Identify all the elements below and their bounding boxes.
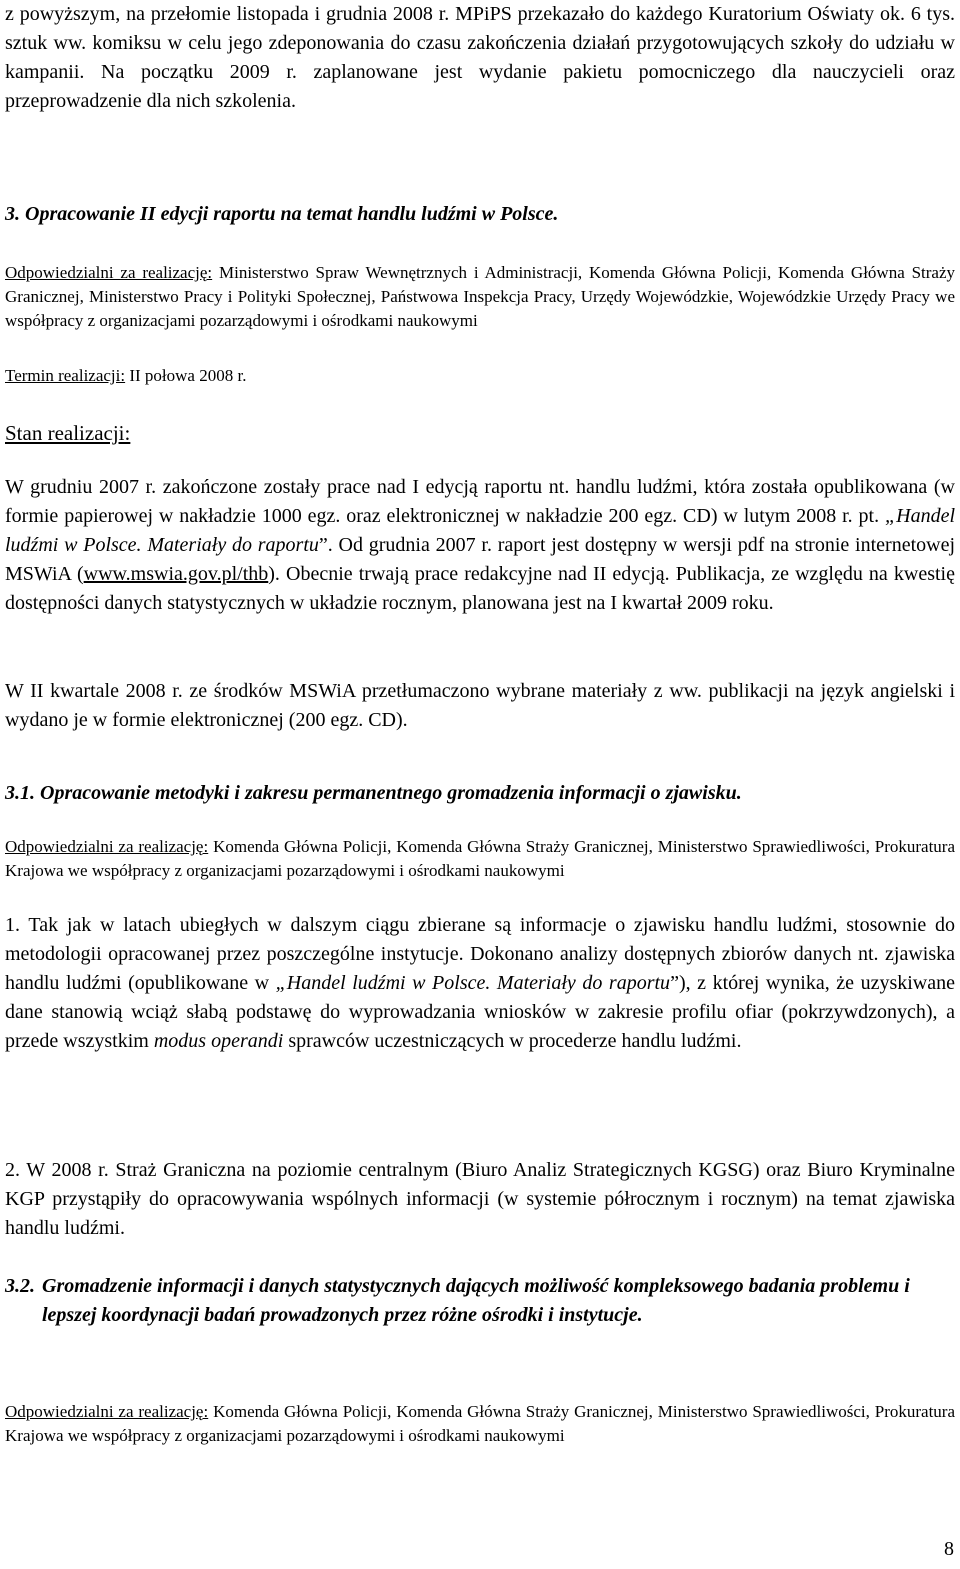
responsible-text: Ministerstwo Spraw Wewnętrznych i Administracji, Komenda Główna Policji, Komenda Główna Straży Granicznej, Ministerstwo Pracy i Polityki Społecznej, Państwowa Inspekcja Pracy, Urzędy Wojewódzkie, Wojewódzkie Urzędy Pracy we współpracy z organizacjami pozarządowymi i ośrodkami naukowymi <box>5 263 956 330</box>
page-number: 8 <box>944 1538 954 1560</box>
term-label: Termin realizacji: <box>5 366 126 385</box>
section-3-2-responsible <box>5 1400 955 1448</box>
section-3-1-point-2: 2. W 2008 r. Straż Graniczna na poziomie centralnym (Biuro Analiz Strategicznych KGSG) oraz Biuro Kryminalne KGP przystąpiły do opracowywania wspólnych informacji (w systemie półrocznym i rocznym) na temat zjawiska handlu ludźmi. <box>5 1159 955 1239</box>
section-3-2-heading <box>5 1272 955 1330</box>
responsible-label: Odpowiedzialni za realizację: <box>5 263 213 282</box>
modus-operandi: modus operandi <box>153 1030 284 1052</box>
section-3-translation-paragraph: W II kwartale 2008 r. ze środków MSWiA przetłumaczono wybrane materiały z ww. publikacji na język angielski i wydano je w formie elektronicznej (200 egz. CD). <box>5 680 955 731</box>
section-3-responsible <box>5 261 955 333</box>
section-3-2-title: Gromadzenie informacji i danych statystycznych dających możliwość kompleksowego badania problemu i lepszej koordynacji badań prowadzonych przez różne ośrodki i instytucje. <box>42 1275 910 1326</box>
report-title: „Handel ludźmi w Polsce. Materiały do raportu <box>275 972 671 994</box>
intro-paragraph: z powyższym, na przełomie listopada i grudnia 2008 r. MPiPS przekazało do każdego Kuratorium Oświaty ok. 6 tys. sztuk ww. komiksu w celu jego zdeponowania do czasu zakończenia działań przygotowujących szkoły do udziału w kampanii. Na początku 2009 r. zaplanowane jest wydanie pakietu pomocniczego dla nauczycieli oraz przeprowadzenie dla nich szkolenia. <box>5 3 955 112</box>
term-value: II połowa 2008 r. <box>129 366 247 385</box>
mswia-link[interactable]: www.mswia.gov.pl/thb <box>83 563 269 585</box>
responsible-label: Odpowiedzialni za realizację: <box>5 1402 209 1421</box>
responsible-text: Komenda Główna Policji, Komenda Główna Straży Granicznej, Ministerstwo Sprawiedliwości, Prokuratura Krajowa we współpracy z organizacjami pozarządowymi i ośrodkami naukowymi <box>5 837 956 880</box>
section-3-heading: 3. Opracowanie II edycji raportu na temat handlu ludźmi w Polsce. <box>5 203 559 225</box>
section-3-1-responsible <box>5 835 955 883</box>
section-3-1-point-1: 1. Tak jak w latach ubiegłych w dalszym ciągu zbierane są informacje o zjawisku handlu ludźmi, stosownie do metodologii opracowanej przez poszczególne instytucje. Dokonano analizy dostępnych zbiorów danych nt. zjawiska handlu ludźmi (opublikowane w „Handel ludźmi w Polsce. Materiały do raportu”), z której wynika, że uzyskiwane dane stanowią wciąż słabą podstawę do wyprowadzania wniosków w zakresie profilu ofiar (pokrzywdzonych), a przede wszystkim modus operandi sprawców uczestniczących w procederze handlu ludźmi. <box>5 914 956 1052</box>
section-3-2-number: 3.2. <box>5 1275 35 1297</box>
report-title: „Handel ludźmi w Polsce. Materiały do raportu <box>5 505 955 556</box>
responsible-label: Odpowiedzialni za realizację: <box>5 837 209 856</box>
section-3-1-heading: 3.1. Opracowanie metodyki i zakresu permanentnego gromadzenia informacji o zjawisku. <box>5 782 742 804</box>
responsible-text: Komenda Główna Policji, Komenda Główna Straży Granicznej, Ministerstwo Sprawiedliwości, Prokuratura Krajowa we współpracy z organizacjami pozarządowymi i ośrodkami naukowymi <box>5 1402 956 1445</box>
section-3-term <box>5 364 955 388</box>
status-heading: Stan realizacji: <box>5 421 131 445</box>
section-3-status-paragraph: W grudniu 2007 r. zakończone zostały prace nad I edycją raportu nt. handlu ludźmi, która została opublikowana (w formie papierowej w nakładzie 1000 egz. oraz elektronicznej w nakładzie 200 egz. CD) w lutym 2008 r. pt. „Handel ludźmi w Polsce. Materiały do raportu”. Od grudnia 2007 r. raport jest dostępny w wersji pdf na stronie internetowej MSWiA (www.mswia.gov.pl/thb). Obecnie trwają prace redakcyjne nad II edycją. Publikacja, ze względu na kwestię dostępności danych statystycznych w układzie rocznym, planowana jest na I kwartał 2009 roku. <box>5 476 956 614</box>
